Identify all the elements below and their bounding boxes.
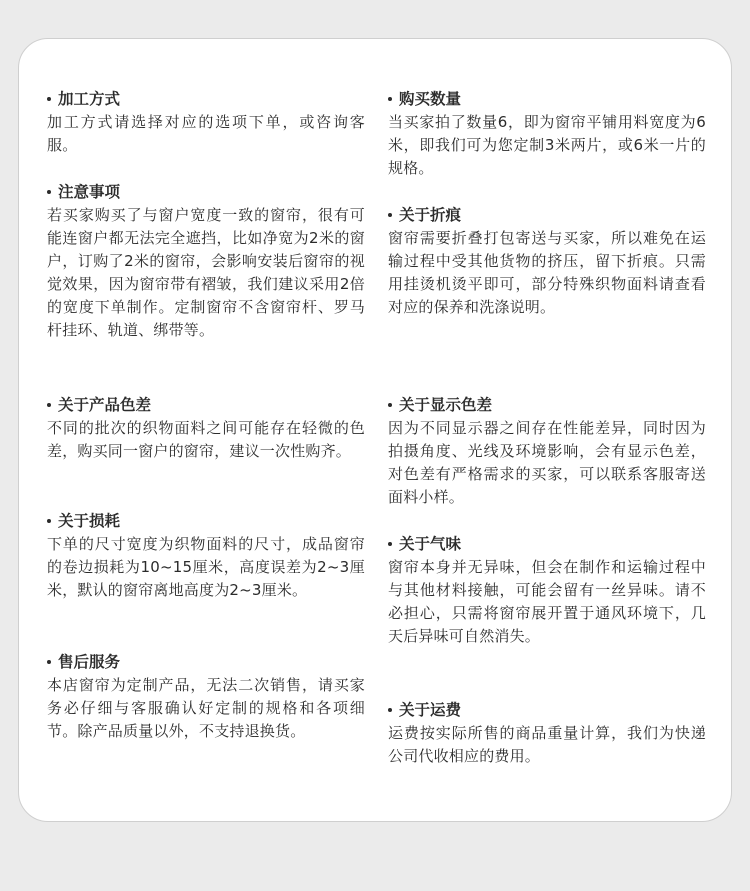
- section-body: 因为不同显示器之间存在性能差异，同时因为拍摄角度、光线及环境影响，会有显示色差，对色差有严格需求的买家，可以联系客服寄送面料小样。: [388, 419, 706, 506]
- section-body: 下单的尺寸宽度为织物面料的尺寸，成品窗帘的卷边损耗为10~15厘米，高度误差为2~3厘米，默认的窗帘离地高度为2~3厘米。: [47, 535, 365, 599]
- section-product-color: [47, 394, 365, 463]
- bullet-icon: [388, 708, 392, 712]
- bullet-icon: [388, 403, 392, 407]
- section-quantity: [388, 88, 706, 180]
- section-title: 关于产品色差: [47, 394, 365, 416]
- section-title: 注意事项: [47, 181, 365, 203]
- bullet-icon: [388, 213, 392, 217]
- section-creases: [388, 204, 706, 319]
- section-title: 关于气味: [388, 533, 706, 555]
- bullet-icon: [388, 542, 392, 546]
- section-title: 关于运费: [388, 699, 706, 721]
- section-loss: [47, 510, 365, 602]
- bullet-icon: [47, 660, 51, 664]
- section-title: 关于损耗: [47, 510, 365, 532]
- info-card: [18, 38, 732, 822]
- section-body: 当买家拍了数量6，即为窗帘平铺用料宽度为6米，即我们可为您定制3米两片，或6米一片的规格。: [388, 113, 706, 177]
- section-body: 本店窗帘为定制产品，无法二次销售，请买家务必仔细与客服确认好定制的规格和各项细节。除产品质量以外，不支持退换货。: [47, 676, 365, 740]
- section-display-color: [388, 394, 706, 509]
- bullet-icon: [47, 190, 51, 194]
- section-body: 运费按实际所售的商品重量计算，我们为快递公司代收相应的费用。: [388, 724, 706, 765]
- section-odor: [388, 533, 706, 648]
- section-title: 关于显示色差: [388, 394, 706, 416]
- bullet-icon: [47, 403, 51, 407]
- section-title: 加工方式: [47, 88, 365, 110]
- bullet-icon: [47, 97, 51, 101]
- section-title: 购买数量: [388, 88, 706, 110]
- section-after-sales: [47, 651, 365, 743]
- bullet-icon: [47, 519, 51, 523]
- section-body: 不同的批次的织物面料之间可能存在轻微的色差，购买同一窗户的窗帘，建议一次性购齐。: [47, 419, 365, 460]
- section-body: 若买家购买了与窗户宽度一致的窗帘，很有可能连窗户都无法完全遮挡，比如净宽为2米的窗户，订购了2米的窗帘，会影响安装后窗帘的视觉效果，因为窗帘带有褶皱，我们建议采用2倍的宽度下单制作。定制窗帘不含窗帘杆、罗马杆挂环、轨道、绑带等。: [47, 206, 365, 339]
- section-shipping: [388, 699, 706, 768]
- bullet-icon: [388, 97, 392, 101]
- section-title: 售后服务: [47, 651, 365, 673]
- section-processing: [47, 88, 365, 157]
- section-body: 加工方式请选择对应的选项下单，或咨询客服。: [47, 113, 365, 154]
- section-body: 窗帘本身并无异味，但会在制作和运输过程中与其他材料接触，可能会留有一丝异味。请不必担心，只需将窗帘展开置于通风环境下，几天后异味可自然消失。: [388, 558, 706, 645]
- section-notes: [47, 181, 365, 342]
- section-body: 窗帘需要折叠打包寄送与买家，所以难免在运输过程中受其他货物的挤压，留下折痕。只需用挂烫机烫平即可，部分特殊织物面料请查看对应的保养和洗涤说明。: [388, 229, 706, 316]
- section-title: 关于折痕: [388, 204, 706, 226]
